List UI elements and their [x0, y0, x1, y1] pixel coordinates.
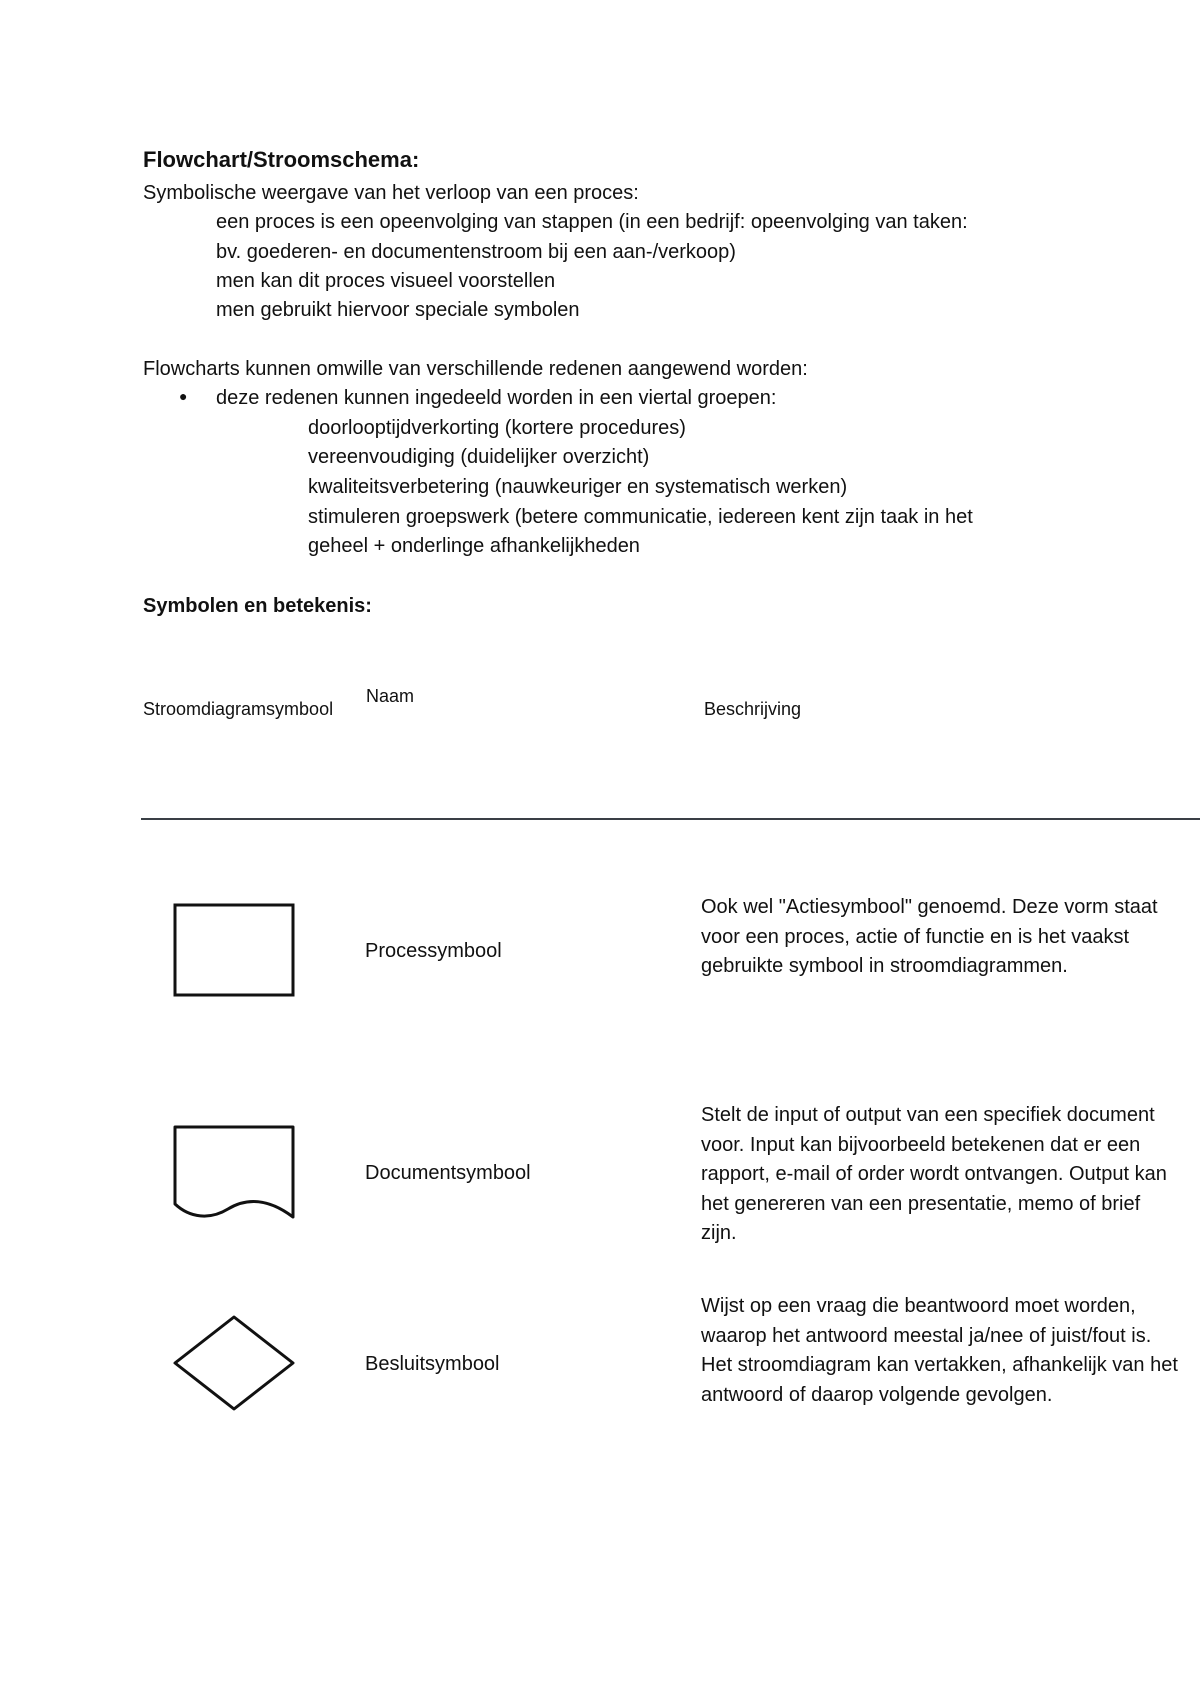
intro-lead: Symbolische weergave van het verloop van een proces: [143, 182, 639, 204]
reason-group: stimuleren groepswerk (betere communicatie, iedereen kent zijn taak in het [308, 506, 973, 528]
document-symbol-icon [172, 1124, 296, 1222]
reasons-bullet: deze redenen kunnen ingedeeld worden in een viertal groepen: [216, 387, 777, 409]
bullet-dot-icon: ● [179, 388, 188, 404]
intro-line: een proces is een opeenvolging van stappen (in een bedrijf: opeenvolging van taken: [216, 211, 968, 233]
row-description: Stelt de input of output van een specifiek document voor. Input kan bijvoorbeeld betekenen dat er een rapport, e-mail of order wordt ontvangen. Output kan het genereren van een presentatie, memo of brief zijn. [701, 1104, 1167, 1244]
row-description: Wijst op een vraag die beantwoord moet worden, waarop het antwoord meestal ja/nee of juist/fout is. Het stroomdiagram kan vertakken, afhankelijk van het antwoord of daarop volgende gevolgen. [701, 1295, 1178, 1406]
symbols-heading: Symbolen en betekenis: [143, 595, 372, 617]
header-symbol: Stroomdiagramsymbool [143, 699, 334, 719]
header-name: Naam [366, 686, 415, 706]
intro-line: bv. goederen- en documentenstroom bij een aan-/verkoop) [216, 241, 736, 263]
row-name: Besluitsymbool [365, 1353, 500, 1375]
header-description: Beschrijving [704, 699, 802, 719]
row-description: Ook wel "Actiesymbool" genoemd. Deze vorm staat voor een proces, actie of functie en is het vaakst gebruikte symbool in stroomdiagrammen. [701, 896, 1158, 977]
intro-line: men gebruikt hiervoor speciale symbolen [216, 299, 580, 321]
reasons-lead: Flowcharts kunnen omwille van verschillende redenen aangewend worden: [143, 358, 808, 380]
table-header-divider [141, 818, 1200, 820]
reason-group: doorlooptijdverkorting (kortere procedures) [308, 417, 686, 439]
row-name: Documentsymbool [365, 1162, 531, 1184]
decision-symbol-icon [172, 1314, 296, 1412]
row-name: Processymbool [365, 940, 502, 962]
reason-group: geheel + onderlinge afhankelijkheden [308, 535, 640, 557]
process-symbol-icon [172, 902, 296, 998]
page-title: Flowchart/Stroomschema: [143, 147, 420, 172]
reason-group: vereenvoudiging (duidelijker overzicht) [308, 446, 650, 468]
reason-group: kwaliteitsverbetering (nauwkeuriger en systematisch werken) [308, 476, 848, 498]
intro-line: men kan dit proces visueel voorstellen [216, 270, 556, 292]
